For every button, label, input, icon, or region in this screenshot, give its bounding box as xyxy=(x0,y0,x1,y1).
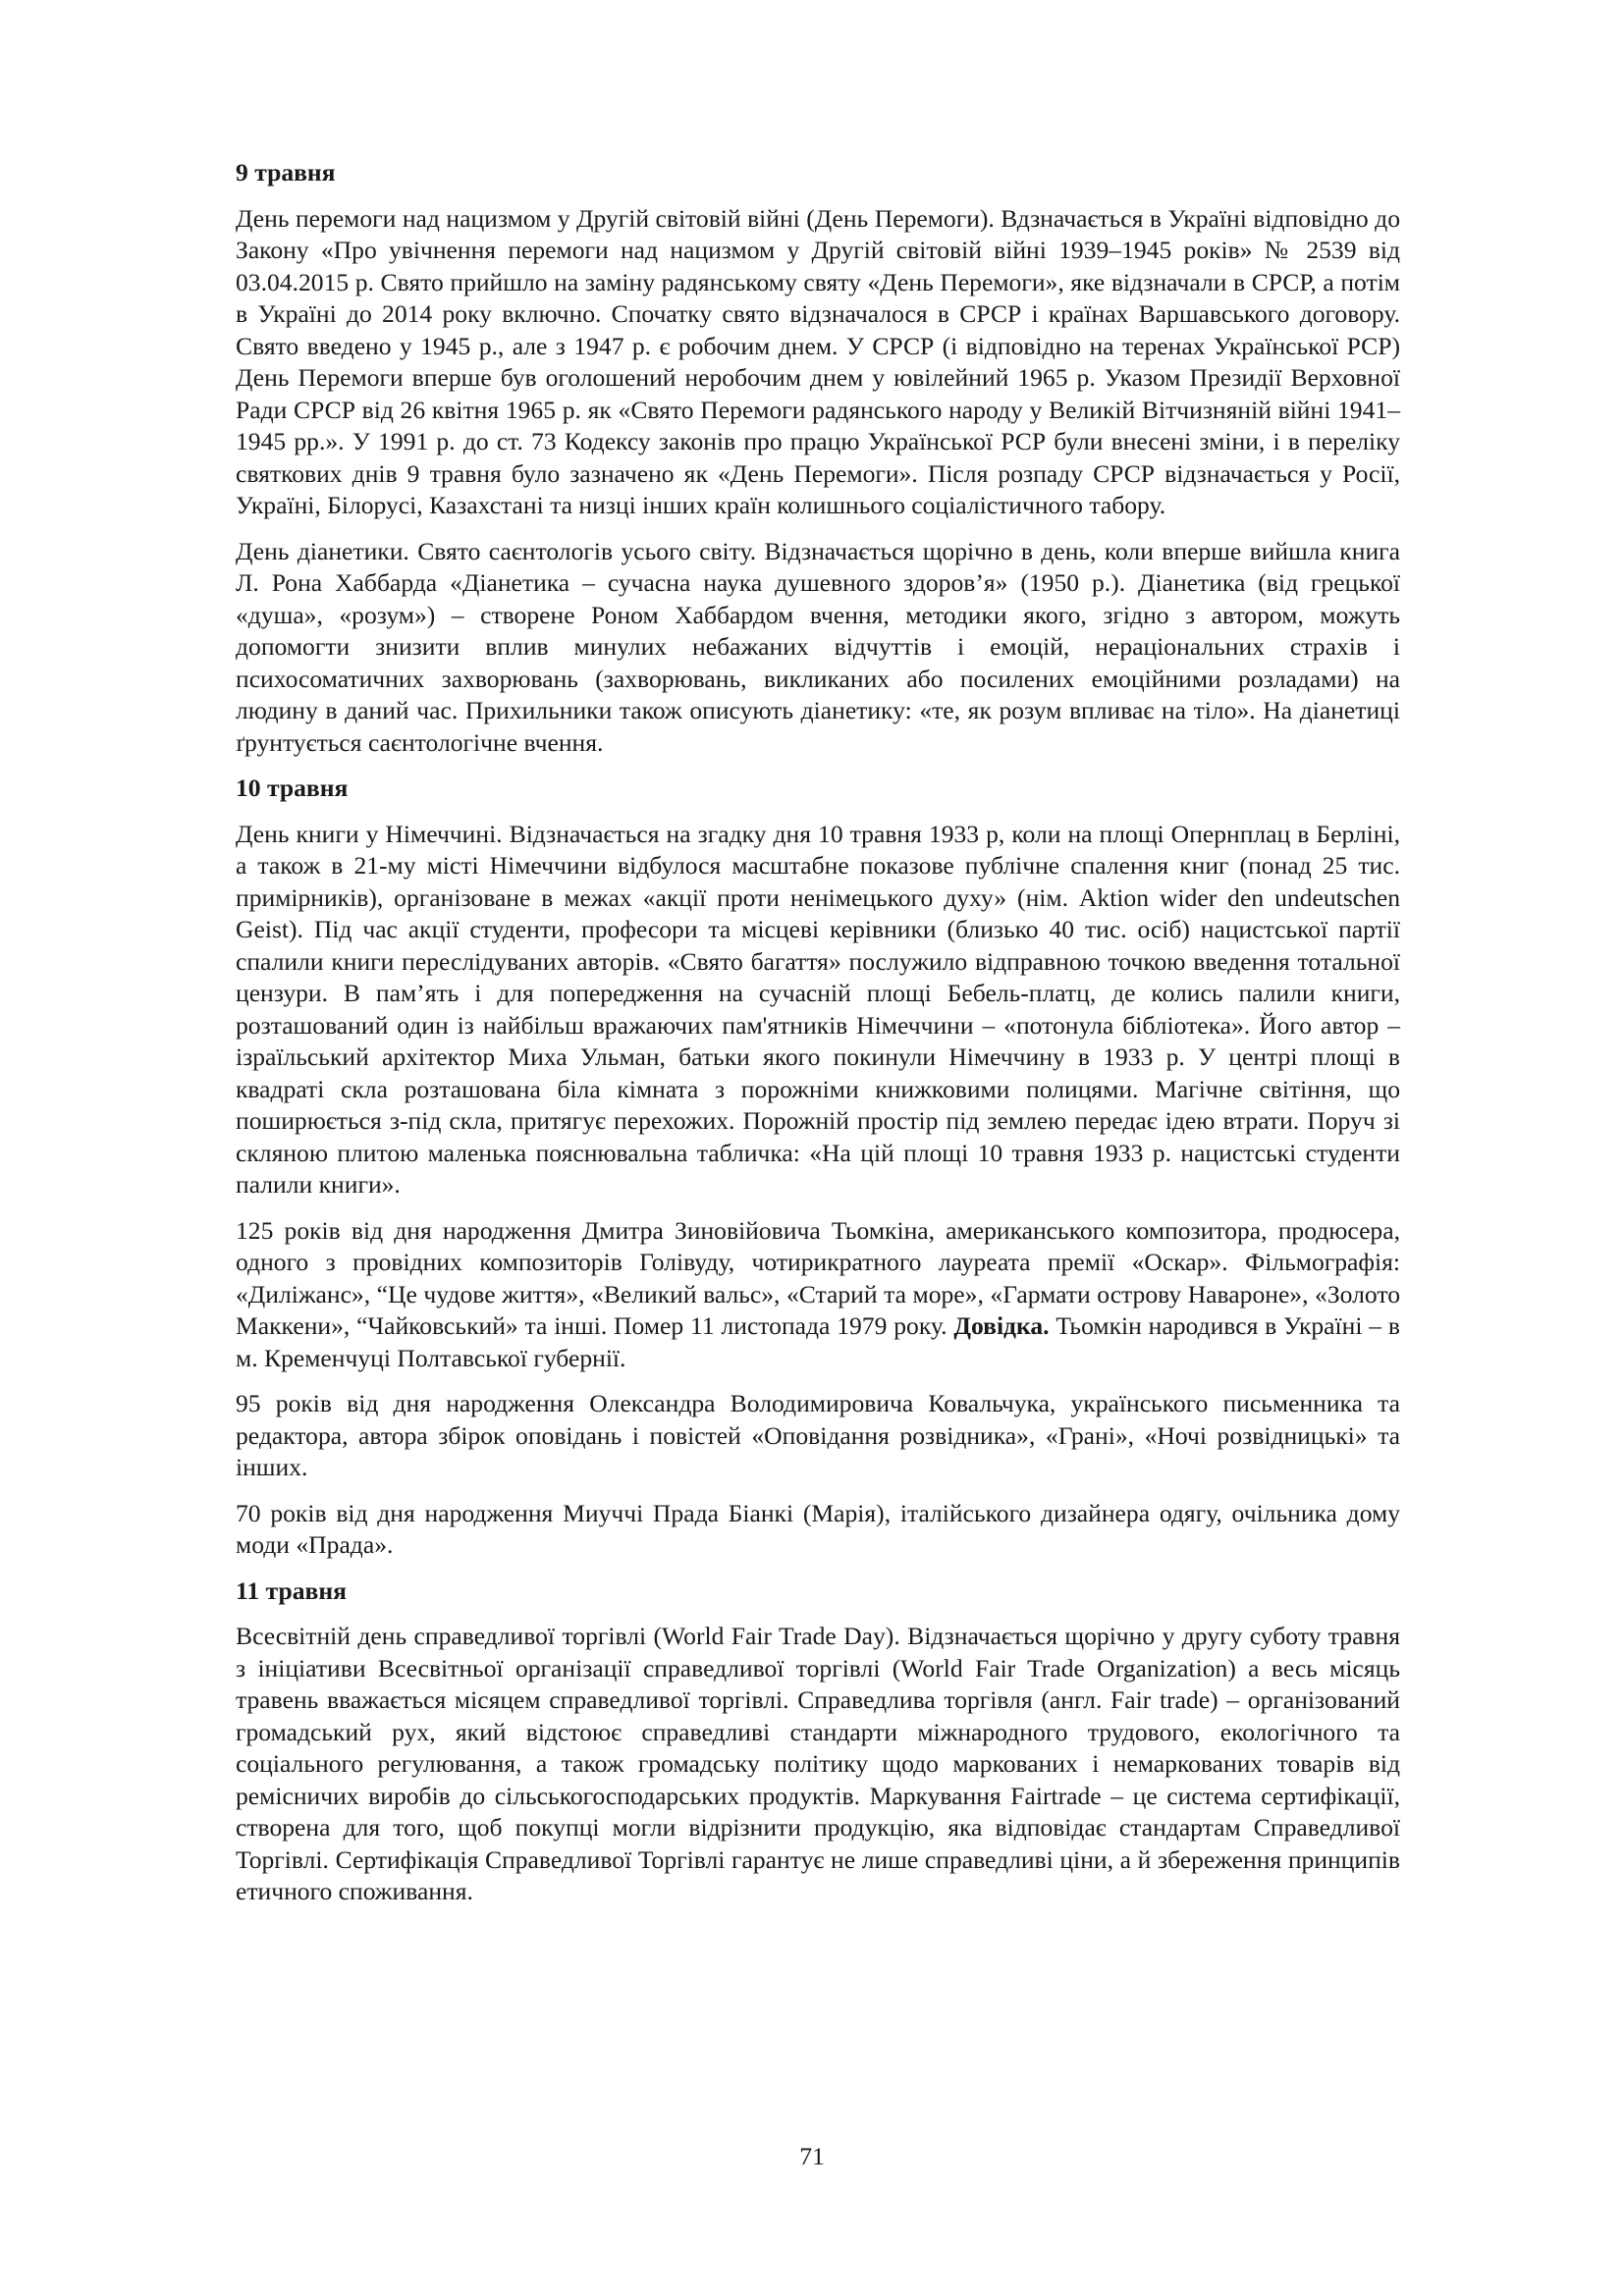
tiomkin-note-label: Довідка. xyxy=(953,1311,1050,1340)
section-heading-may-9: 9 травня xyxy=(236,158,336,187)
document-page xyxy=(236,157,1400,1922)
paragraph-victory-day: День перемоги над нацизмом у Другій світовій війні (День Перемоги). Вдзначається в Україні відповідно до Закону «Про увічнення перемоги над нацизмом у Другій світовій війні 1939–1945 років» № 2539 від 03.04.2015 р. Свято прийшло на заміну радянському святу «День Перемоги», яке відзначали в СРСР, а потім в Україні до 2014 року включно. Спочатку свято відзначалося в СРСР і країнах Варшавського договору. Свято введено у 1945 р., але з 1947 р. є робочим днем. У СРСР (і відповідно на теренах Української РСР) День Перемоги вперше був оголошений неробочим днем у ювілейний 1965 р. Указом Президії Верховної Ради СРСР від 26 квітня 1965 р. як «Свято Перемоги радянського народу у Великій Вітчизняній війні 1941–1945 рр.». У 1991 р. до ст. 73 Кодексу законів про працю Української РСР були внесені зміни, і в переліку святкових днів 9 травня було зазначено як «День Перемоги». Після розпаду СРСР відзначається у Росії, Україні, Білорусі, Казахстані та низці інших країн колишнього соціалістичного табору. xyxy=(236,203,1400,519)
paragraph-fair-trade-day: Всесвітній день справедливої торгівлі (World Fair Trade Day). Відзначається щорічно у другу суботу травня з ініціативи Всесвітньої організації справедливої торгівлі (World Fair Trade Organization) а весь місяць травень вважається місяцем справедливої торгівлі. Справедлива торгівля (англ. Fair trade) – організований громадський рух, який відстоює справедливі стандарти міжнародного трудового, екологічного та соціального регулювання, а також громадську політику щодо маркованих і немаркованих товарів від ремісничих виробів до сільськогосподарських продуктів. Маркування Fairtrade – це система сертифікації, створена для того, щоб покупці могли відрізнити продукцію, яка відповідає стандартам Справедливої Торгівлі. Сертифікація Справедливої Торгівлі гарантує не лише справедливі ціни, а й збереження принципів етичного споживання. xyxy=(236,1622,1400,1905)
paragraph-kovalchuk: 95 років від дня народження Олександра Володимировича Ковальчука, українського письменника та редактора, автора збірок оповідань і повістей «Оповідання розвідника», «Грані», «Ночі розвідницькі» та інших. xyxy=(236,1389,1400,1481)
page-number: 71 xyxy=(799,2142,825,2170)
paragraph-tiomkin xyxy=(236,1215,1400,1375)
paragraph-prada: 70 років від дня народження Миуччі Прада Біанкі (Марія), італійського дизайнера одягу, очільника дому моди «Прада». xyxy=(236,1498,1400,1559)
tiomkin-note-text: Тьомкін народився в Україні – в м. Кременчуці Полтавської губернії. xyxy=(236,1311,1400,1372)
section-heading-may-10: 10 травня xyxy=(236,774,349,802)
tiomkin-text: 125 років від дня народження Дмитра Зиновійовича Тьомкіна, американського композитора, продюсера, одного з провідних композиторів Голівуду, чотирикратного лауреата премії «Оскар». Фільмографія: «Диліжанс», “Це чудове життя», «Великий вальс», «Старий та море», «Гармати острову Навароне», «Золото Маккени», “Чайковський» та інші. Помер 11 листопада 1979 року. xyxy=(236,1215,1400,1340)
paragraph-book-day-germany: День книги у Німеччині. Відзначається на згадку дня 10 травня 1933 р, коли на площі Опернплац в Берліні, а також в 21-му місті Німеччини відбулося масштабне показове публічне спалення книг (понад 25 тис. примірників), організоване в межах «акції проти ненімецького духу» (нім. Aktion wider den undeutschen Geist). Під час акції студенти, професори та місцеві керівники (близько 40 тис. осіб) нацистської партії спалили книги переслідуваних авторів. «Свято багаття» послужило відправною точкою введення тотальної цензури. В пам’ять і для попередження на сучасній площі Бебель-платц, де колись палили книги, розташований один із найбільш вражаючих пам'ятників Німеччини – «потонула бібліотека». Його автор – ізраїльський архітектор Миха Ульман, батьки якого покинули Німеччину в 1933 р. У центрі площі в квадраті скла розташована біла кімната з порожніми книжковими полицями. Магічне світіння, що поширюється з-під скла, притягує перехожих. Порожній простір під землею передає ідею втрати. Поруч зі скляною плитою маленька пояснювальна табличка: «На цій площі 10 травня 1933 р. нацистські студенти палили книги». xyxy=(236,819,1400,1199)
section-heading-may-11: 11 травня xyxy=(236,1575,347,1605)
paragraph-dianetics-day: День діанетики. Свято саєнтологів усього світу. Відзначається щорічно в день, коли вперше вийшла книга Л. Рона Хаббарда «Діанетика – сучасна наука душевного здоров’я» (1950 р.). Діанетика (від грецької «душа», «розум») – створене Роном Хаббардом вчення, методики якого, згідно з автором, можуть допомогти знизити вплив минулих небажаних відчуттів і емоцій, нераціональних страхів і психосоматичних захворювань (захворювань, викликаних або посилених емоційними розладами) на людину в даний час. Прихильники також описують діанетику: «те, як розум впливає на тіло». На діанетиці ґрунтується саєнтологічне вчення. xyxy=(236,536,1400,757)
